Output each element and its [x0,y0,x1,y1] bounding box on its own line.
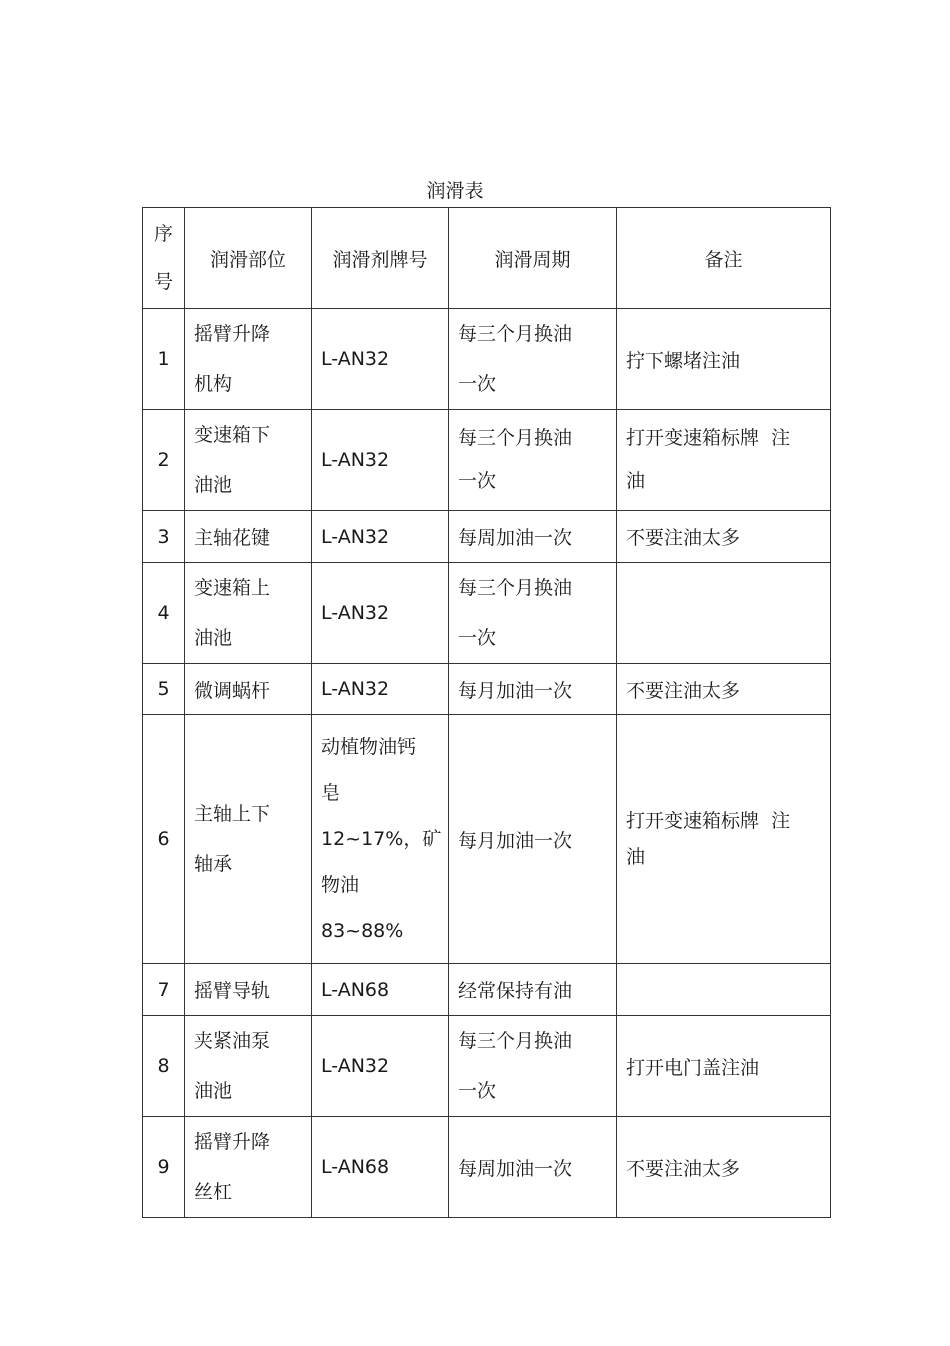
row-lubricant: L-AN32 [312,563,449,664]
row-lubricant: 动植物油钙 皂 12~17%，矿 物油 83~88% [312,715,449,964]
row-part: 夹紧油泵 油池 [185,1016,312,1117]
table-row [143,511,831,563]
row-part: 主轴花键 [185,511,312,563]
row-part: 摇臂升降 机构 [185,309,312,410]
row-no: 4 [143,563,185,664]
table-row [143,1117,831,1218]
row-cycle: 经常保持有油 [449,964,617,1016]
row-cycle: 每月加油一次 [449,715,617,964]
row-note: 打开电门盖注油 [617,1016,831,1117]
table-row [143,664,831,715]
table-row [143,715,831,964]
row-cycle: 每周加油一次 [449,1117,617,1218]
row-no: 9 [143,1117,185,1218]
row-cycle: 每周加油一次 [449,511,617,563]
row-note: 不要注油太多 [617,511,831,563]
row-no: 7 [143,964,185,1016]
header-no: 序 号 [143,208,185,309]
row-cycle: 每三个月换油 一次 [449,1016,617,1117]
row-lubricant: L-AN68 [312,1117,449,1218]
row-note: 不要注油太多 [617,1117,831,1218]
table-row [143,563,831,664]
row-lubricant: L-AN32 [312,410,449,511]
row-cycle: 每三个月换油 一次 [449,563,617,664]
row-lubricant: L-AN32 [312,664,449,715]
table-row [143,1016,831,1117]
row-lubricant: L-AN32 [312,309,449,410]
row-no: 8 [143,1016,185,1117]
header-part: 润滑部位 [185,208,312,309]
row-no: 6 [143,715,185,964]
row-cycle: 每三个月换油 一次 [449,410,617,511]
row-part: 变速箱下 油池 [185,410,312,511]
header-lubricant: 润滑剂牌号 [312,208,449,309]
row-note [617,964,831,1016]
table-row [143,410,831,511]
row-no: 2 [143,410,185,511]
row-note: 拧下螺堵注油 [617,309,831,410]
row-part: 变速箱上 油池 [185,563,312,664]
row-lubricant: L-AN32 [312,511,449,563]
row-note: 不要注油太多 [617,664,831,715]
row-cycle: 每三个月换油 一次 [449,309,617,410]
lubrication-table [142,207,831,1218]
table-row [143,964,831,1016]
row-no: 3 [143,511,185,563]
row-part: 摇臂导轨 [185,964,312,1016]
row-lubricant: L-AN32 [312,1016,449,1117]
header-row [143,208,831,309]
row-no: 1 [143,309,185,410]
row-note: 打开变速箱标牌 注 油 [617,715,831,964]
row-part: 微调蜗杆 [185,664,312,715]
row-lubricant: L-AN68 [312,964,449,1016]
row-note [617,563,831,664]
table-row [143,309,831,410]
row-note: 打开变速箱标牌 注 油 [617,410,831,511]
page-title: 润滑表 [426,180,484,202]
row-no: 5 [143,664,185,715]
row-cycle: 每月加油一次 [449,664,617,715]
header-cycle: 润滑周期 [449,208,617,309]
row-part: 摇臂升降 丝杠 [185,1117,312,1218]
row-part: 主轴上下 轴承 [185,715,312,964]
header-note: 备注 [617,208,831,309]
